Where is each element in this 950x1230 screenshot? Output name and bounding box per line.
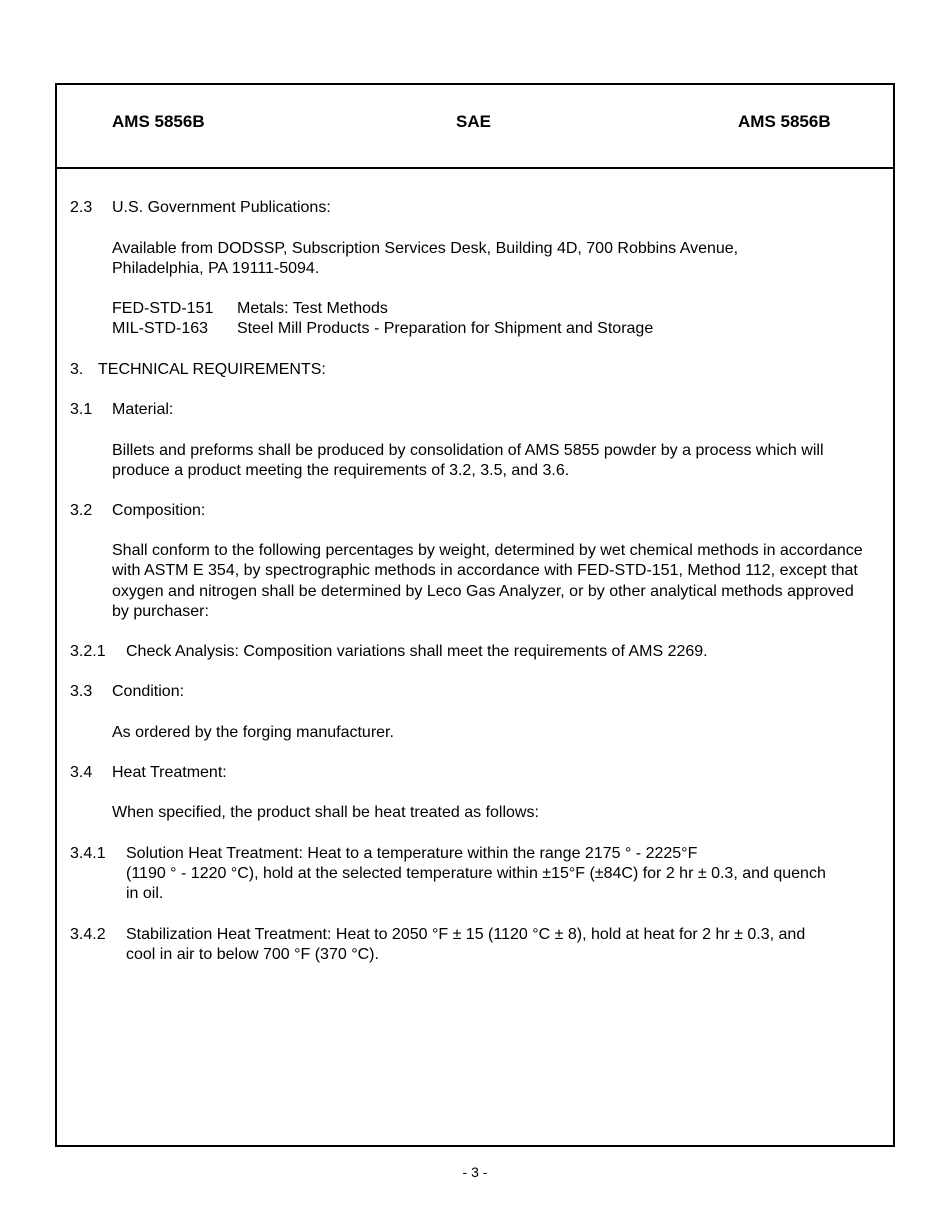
header-doc-number-left: AMS 5856B: [112, 112, 205, 131]
page-number: - 3 -: [462, 1164, 488, 1180]
section-text-3-4-1-line1: Solution Heat Treatment: Heat to a temperature within the range 2175 ° - 2225°F: [126, 845, 698, 862]
section-text-3-3: As ordered by the forging manufacturer.: [112, 724, 394, 741]
section-text-2-3-line2: Philadelphia, PA 19111-5094.: [112, 260, 320, 277]
reference-title: Metals: Test Methods: [237, 300, 388, 317]
section-title-3: TECHNICAL REQUIREMENTS:: [98, 361, 326, 378]
section-text-3-1: Billets and preforms shall be produced by consolidation of AMS 5855 powder by a process which will produce a product meeting the requirements of 3.2, 3.5, and 3.6.: [112, 442, 824, 480]
section-text-3-4: When specified, the product shall be heat treated as follows:: [112, 804, 539, 821]
reference-code: MIL-STD-163: [112, 320, 209, 337]
section-text-3-4-2-line2: cool in air to below 700 °F (370 °C).: [126, 946, 379, 963]
section-title-3-4: Heat Treatment:: [112, 764, 227, 781]
header-organization: SAE: [456, 112, 491, 131]
section-text-2-3-line1: Available from DODSSP, Subscription Services Desk, Building 4D, 700 Robbins Avenue,: [112, 240, 739, 257]
header-doc-number-right: AMS 5856B: [738, 112, 831, 131]
section-title-3-3: Condition:: [112, 683, 185, 700]
section-title-2-3: U.S. Government Publications:: [112, 199, 331, 216]
section-number-3-1: 3.1: [70, 401, 93, 418]
section-number-3-4-2: 3.4.2: [70, 926, 106, 943]
section-number-3-2-1: 3.2.1: [70, 643, 106, 660]
section-number-3-4: 3.4: [70, 764, 93, 781]
section-number-3-3: 3.3: [70, 683, 93, 700]
section-number-3-4-1: 3.4.1: [70, 845, 106, 862]
section-text-3-2: Shall conform to the following percentages by weight, determined by wet chemical methods in accordance with ASTM E 354, by spectrographic methods in accordance with FED-STD-151, Method 112, except that oxygen and nitrogen shall be determined by Leco Gas Analyzer, or by other analytical methods approved by purchaser:: [112, 542, 863, 620]
reference-code: FED-STD-151: [112, 300, 214, 317]
section-number-3-2: 3.2: [70, 502, 93, 519]
section-text-3-4-1-line2: (1190 ° - 1220 °C), hold at the selected temperature within ±15°F (±84C) for 2 hr ± 0.3, and quench: [126, 865, 826, 882]
section-text-3-2-1: Check Analysis: Composition variations shall meet the requirements of AMS 2269.: [126, 643, 708, 660]
section-text-3-4-2-line1: Stabilization Heat Treatment: Heat to 2050 °F ± 15 (1120 °C ± 8), hold at heat for 2 hr ± 0.3, and: [126, 926, 806, 943]
section-title-3-1: Material:: [112, 401, 174, 418]
section-number-2-3: 2.3: [70, 199, 93, 216]
section-title-3-2: Composition:: [112, 502, 206, 519]
section-text-3-4-1-line3: in oil.: [126, 885, 164, 902]
reference-title: Steel Mill Products - Preparation for Shipment and Storage: [237, 320, 654, 337]
section-number-3: 3.: [70, 361, 84, 378]
